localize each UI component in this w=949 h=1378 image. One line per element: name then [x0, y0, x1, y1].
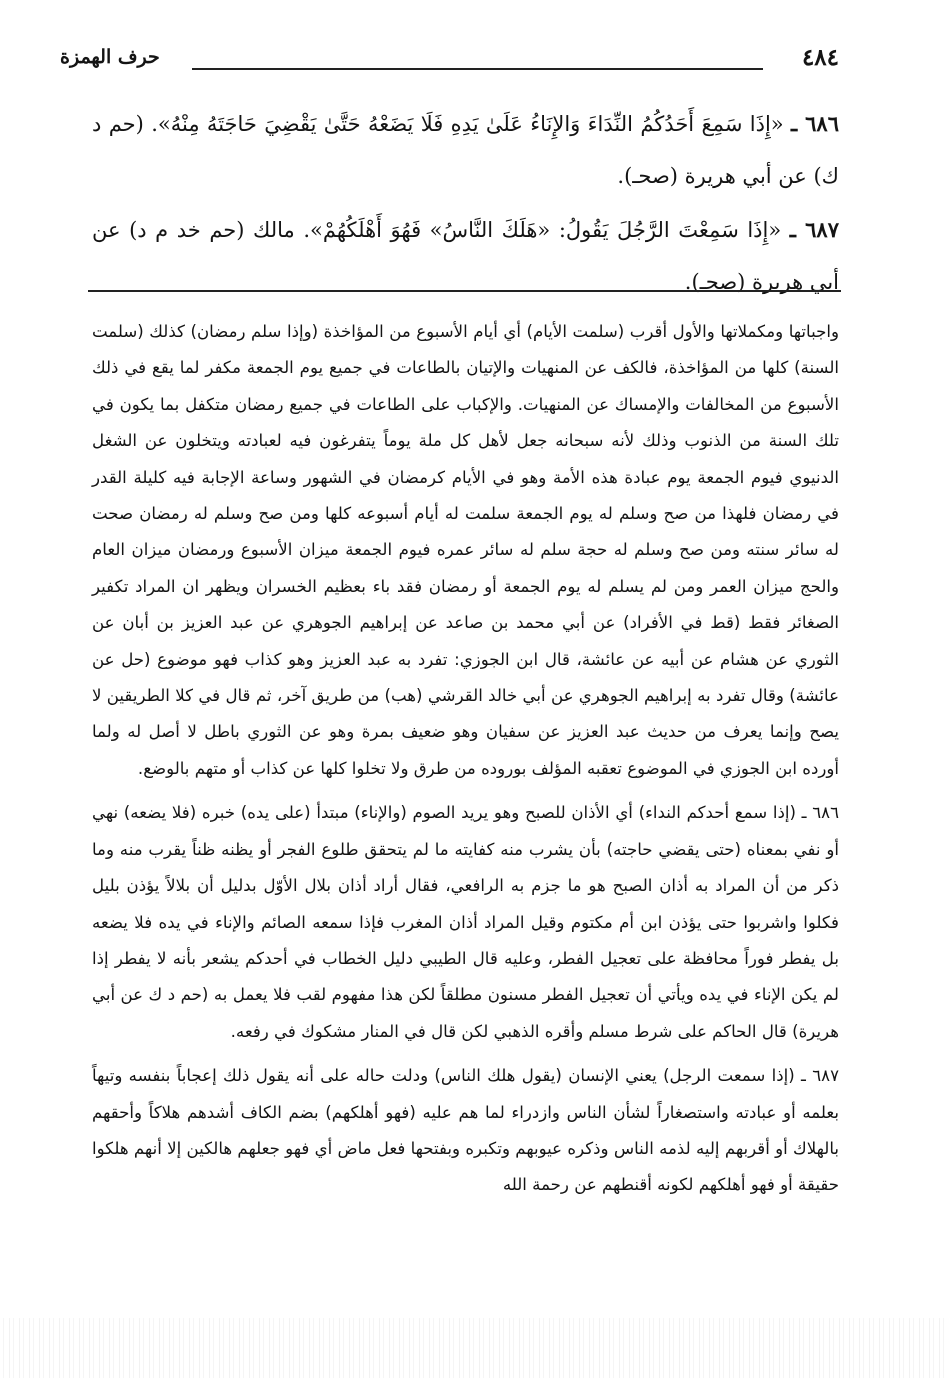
page-header [60, 42, 839, 76]
section-divider [88, 290, 841, 292]
hadith-687 [92, 204, 839, 308]
chapter-title: حرف الهمزة [60, 46, 160, 68]
page-number: ٤٨٤ [801, 44, 839, 71]
hadith-text-section [92, 98, 839, 308]
hadith-number: ٦٨٦ ـ [791, 111, 839, 136]
commentary-paragraph: واجباتها ومكملاتها والأول أقرب (سلمت الأيام) أي أيام الأسبوع من المؤاخذة (وإذا سلم رمضان) كذلك (سلمت السنة) كلها من المؤاخذة، فالكف عن المنهيات والإتيان بالطاعات في جميع يوم الجمعة مكفر لما يقع في ذلك الأسبوع من المخالفات والإمساك عن المنهيات. والإكباب على الطاعات في جميع رمضان متكفل بما يكون في تلك السنة من الذنوب وذلك لأنه سبحانه جعل لأهل كل ملة يوماً يتفرغون فيه لعبادته ويتخلون عن الشغل الدنيوي فيوم الجمعة يوم عبادة هذه الأمة وهو في الأيام كرمضان في الشهور وساعة الإجابة فيه كليلة القدر في رمضان فلهذا من صح وسلم له يوم الجمعة سلمت له أيام أسبوعه كلها ومن صح وسلم له رمضان صحت له سائر سنته ومن صح وسلم له حجة سلم له سائر عمره فيوم الجمعة ميزان الأسبوع ورمضان ميزان العام والحج ميزان العمر ومن لم يسلم له يوم الجمعة أو رمضان فقد باء بعظيم الخسران ويظهر ان المراد تكفير الصغائر فقط (قط في الأفراد) عن أبي محمد بن صاعد عن إبراهيم الجوهري عن عبد العزيز بن أبان عن الثوري عن هشام عن أبيه عن عائشة، قال ابن الجوزي: تفرد به عبد العزيز وهو كذاب فهو موضوع (حل عن عائشة) وقال تفرد به إبراهيم الجوهري عن أبي خالد القرشي (هب) من طريق آخر، ثم قال في كلا الطريقين لا يصح وإنما يعرف من حديث عبد العزيز عن سفيان وهو ضعيف بمرة وهو عن الثوري باطل لا أصل له ولما أورده ابن الجوزي في الموضوع تعقبه المؤلف بوروده من طرق ولا تخلوا كلها عن كذاب أو متهم بالوضع. [92, 322, 839, 778]
commentary-paragraph: ٦٨٦ ـ (إذا سمع أحدكم النداء) أي الأذان للصبح وهو يريد الصوم (والإناء) مبتدأ (على يده) خبره (فلا يضعه) نهي أو نفي بمعناه (حتى يقضي حاجته) بأن يشرب منه كفايته ما لم يتحقق طلوع الفجر أو يظنه ظناً يقرب منه وما ذكر من أن المراد به أذان الصبح هو ما جزم به الرافعي، فقال أراد أذان بلال الأوّل بدليل أن بلالاً يؤذن بليل فكلوا واشربوا حتى يؤذن ابن أم مكتوم وقيل المراد أذان المغرب فإذا سمعه الصائم والإناء في يده فلا يضعه بل يفطر فوراً محافظة على تعجيل الفطر، وعليه قال الطيبي دليل الخطاب في أحدكم يشعر بأنه لا يفطر إذا لم يكن الإناء في يده ويأتي أن تعجيل الفطر مسنون مطلقاً لكن هذا مفهوم لقب فلا يعمل به (حم د ك عن أبي هريرة) قال الحاكم على شرط مسلم وأقره الذهبي لكن قال في المنار مشكوك في رفعه. [92, 803, 839, 1041]
hadith-number: ٦٨٧ ـ [789, 217, 839, 242]
scan-edge [0, 1318, 949, 1378]
commentary-paragraph: ٦٨٧ ـ (إذا سمعت الرجل) يعني الإنسان (يقول هلك الناس) ودلت حاله على أنه يقول ذلك إعجاباً بنفسه وتيهاً بعلمه أو عبادته واستصغاراً لشأن الناس وازدراء لما هم عليه (فهو أهلكهم) بضم الكاف أشدهم هلاكاً وأحقهم بالهلاك أو أقربهم إليه لذمه الناس وذكره عيوبهم وتكبره وبفتحها فعل ماض أي فهو جعلهم هالكين إلا أنهم هلكوا حقيقة أو فهو أهلكهم لكونه أقنطهم عن رحمة الله [92, 1066, 839, 1195]
hadith-body: «إِذَا سَمِعْتَ الرَّجُلَ يَقُولُ: «هَلَكَ النَّاسُ» فَهُوَ أَهْلَكُهُمْ». مالك (حم خد م د) عن أبي هريرة (صحـ). [92, 218, 839, 294]
commentary-section [92, 314, 839, 1204]
hadith-body: «إِذَا سَمِعَ أَحَدُكُمُ النِّدَاءَ وَالإِنَاءُ عَلَىٰ يَدِهِ فَلَا يَضَعْهُ حَتَّىٰ يَقْضِيَ حَاجَتَهُ مِنْهُ». (حم د ك) عن أبي هريرة (صحـ). [92, 112, 839, 188]
header-rule [192, 68, 763, 70]
hadith-686 [92, 98, 839, 202]
